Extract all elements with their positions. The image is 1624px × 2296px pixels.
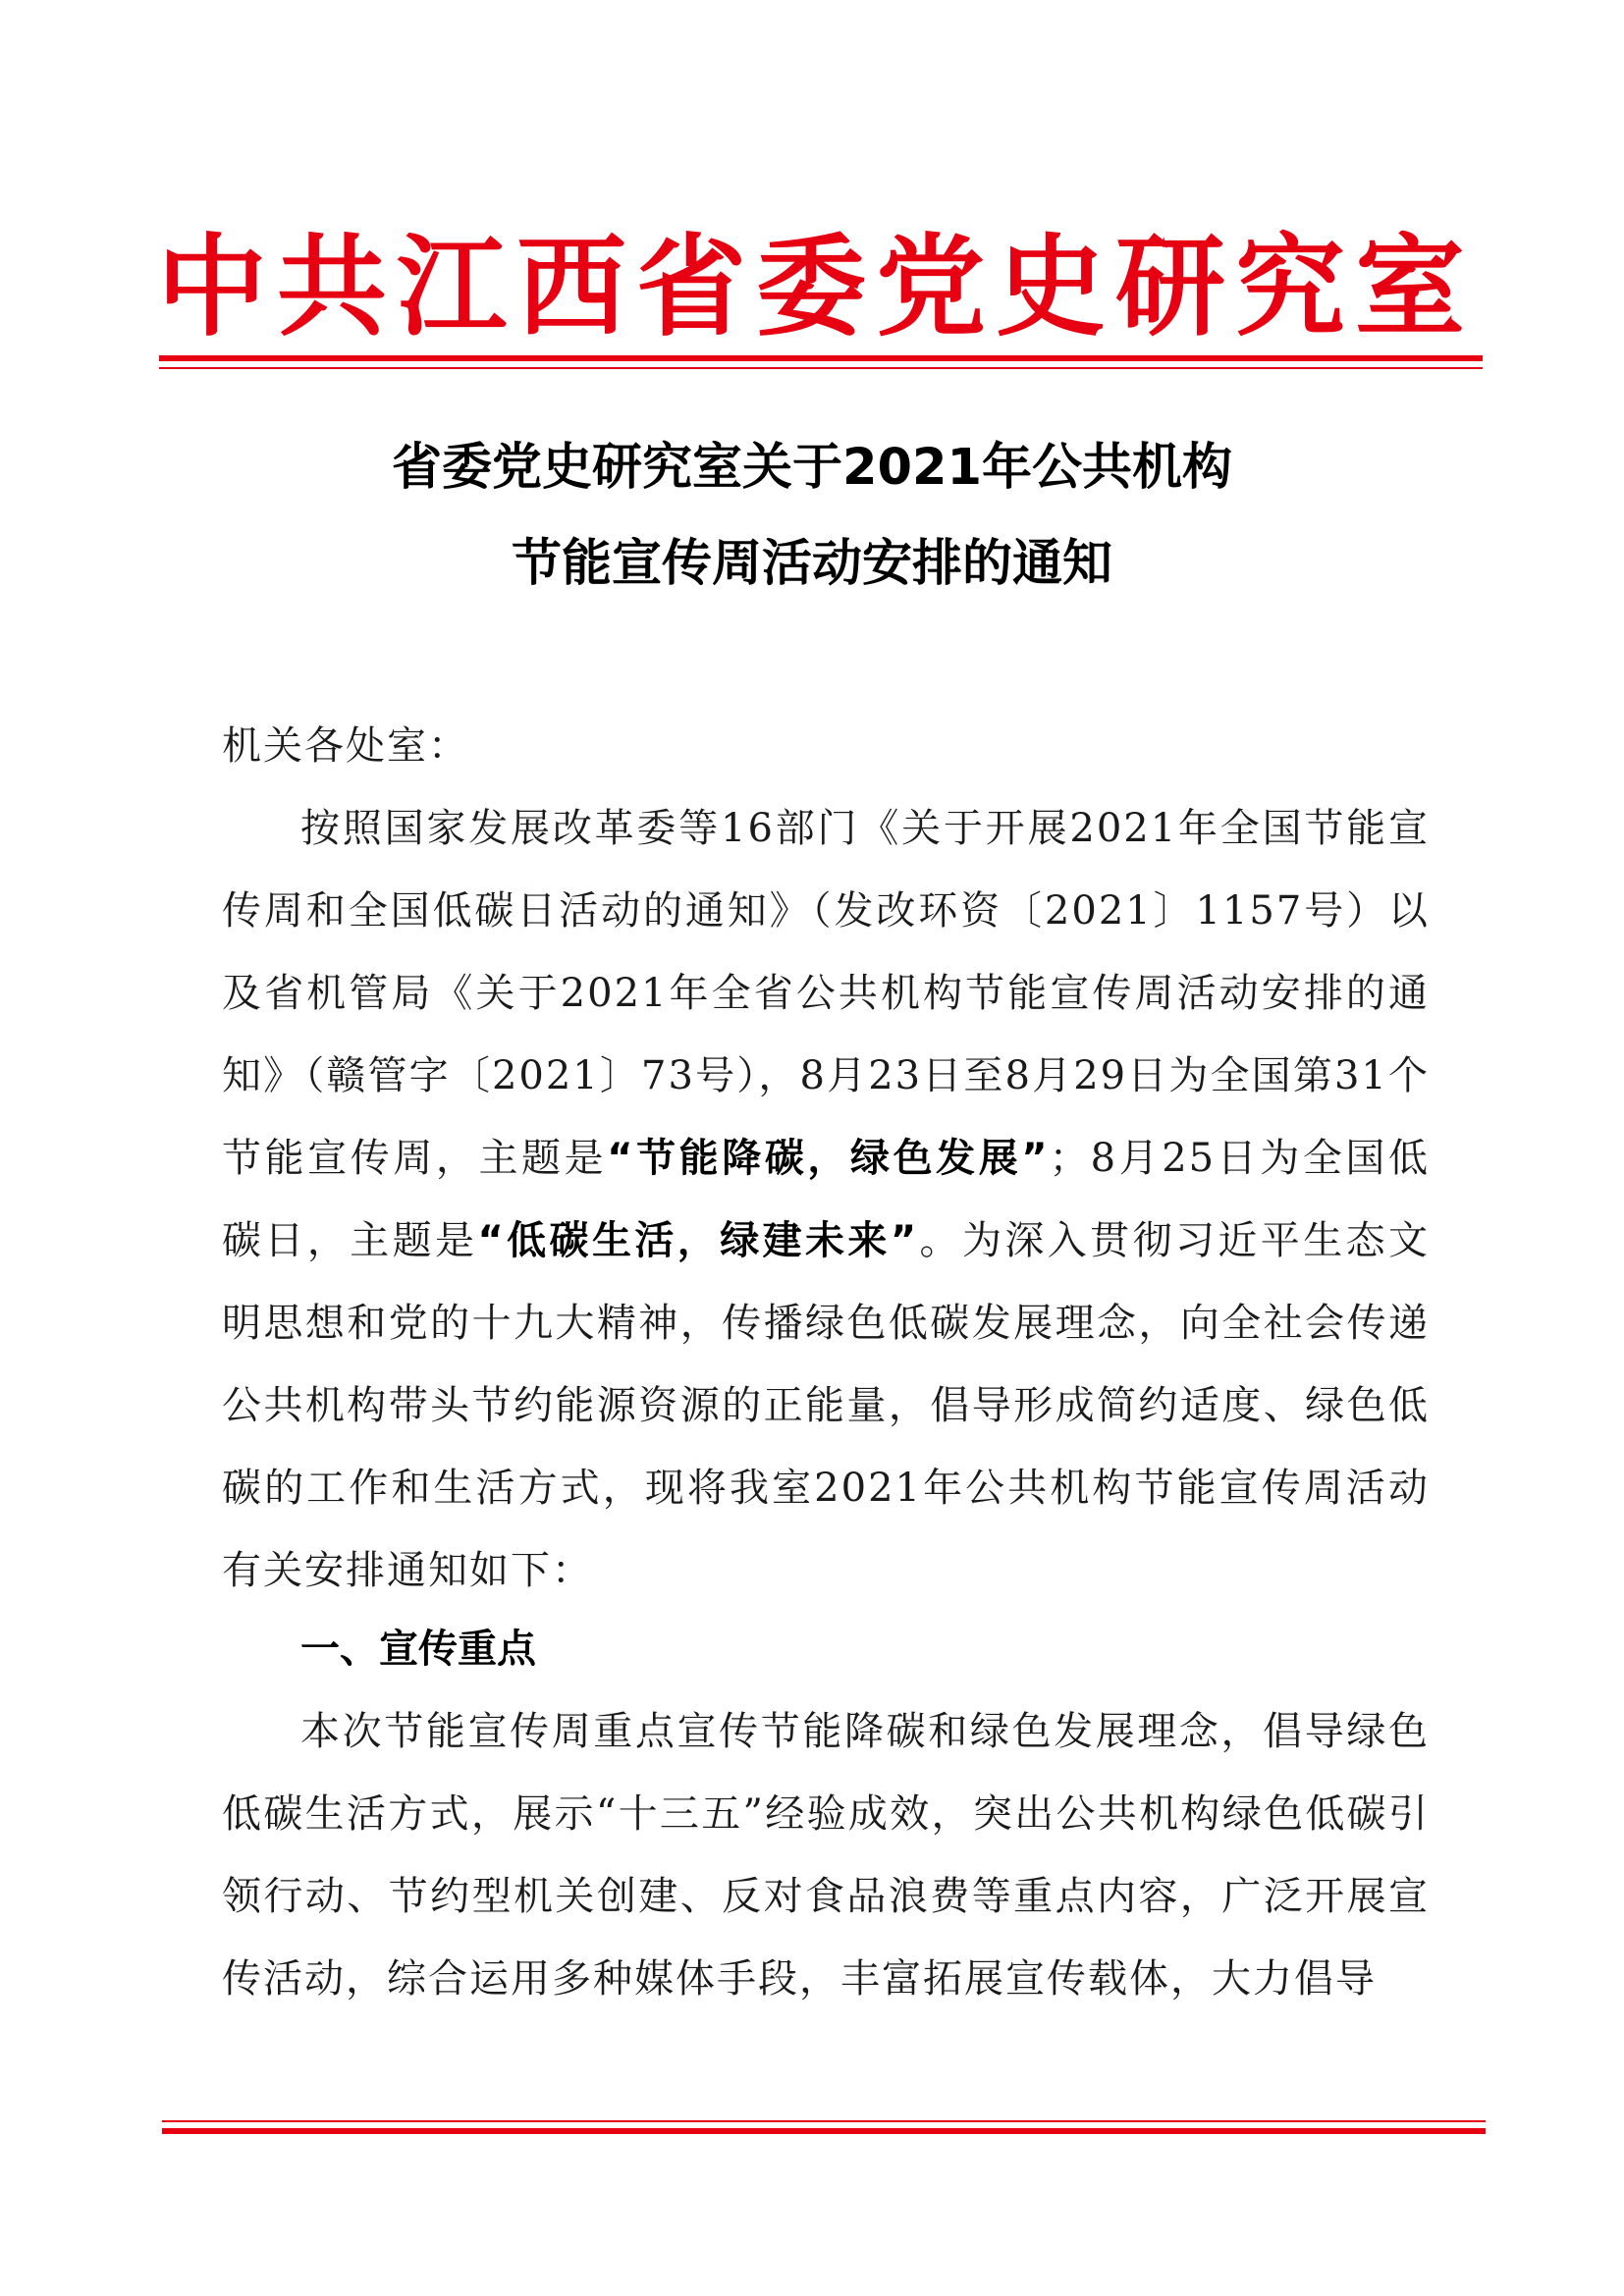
masthead-title: 中共江西省委党史研究室 [157, 223, 1475, 351]
paragraph-1-part-2: ；8月25日为全国低碳日，主题是 [222, 1136, 1430, 1263]
section-1-heading: 一、宣传重点 [300, 1627, 536, 1672]
footer-rule-thin [162, 2120, 1486, 2122]
section-1-paragraph: 本次节能宣传周重点宣传节能降碳和绿色发展理念，倡导绿色低碳生活方式，展示“十三五”经验成效，突出公共机构绿色低碳引领行动、节约型机关创建、反对食品浪费等重点内容，广泛开展宣传活动，综合运用多种媒体手段，丰富拓展宣传载体，大力倡导 [222, 1709, 1430, 2002]
paragraph-1 [222, 787, 1430, 1612]
theme-low-carbon-day: “低碳生活，绿建未来” [477, 1218, 919, 1263]
paragraph-1-part-1: 按照国家发展改革委等16部门《关于开展2021年全国节能宣传周和全国低碳日活动的通知》（发改环资〔2021〕1157号）以及省机管局《关于2021年全省公共机构节能宣传周活动安排的通知》（赣管字〔2021〕73号），8月23日至8月29日为全国第31个节能宣传周，主题是 [222, 806, 1430, 1181]
theme-energy-week: “节能降碳，绿色发展” [607, 1136, 1050, 1181]
document-title-line-1: 省委党史研究室关于2021年公共机构 [392, 439, 1232, 497]
masthead-rule-thick [159, 355, 1483, 361]
paragraph-1-part-3: 。为深入贯彻习近平生态文明思想和党的十九大精神，传播绿色低碳发展理念，向全社会传递公共机构带头节约能源资源的正能量，倡导形成简约适度、绿色低碳的工作和生活方式，现将我室2021年公共机构节能宣传周活动有关安排通知如下： [222, 1218, 1431, 1593]
salutation: 机关各处室： [222, 723, 469, 769]
masthead-rule-thin [159, 367, 1483, 369]
document-title-line-2: 节能宣传周活动安排的通知 [511, 535, 1112, 593]
footer-rule-thick [162, 2128, 1486, 2134]
